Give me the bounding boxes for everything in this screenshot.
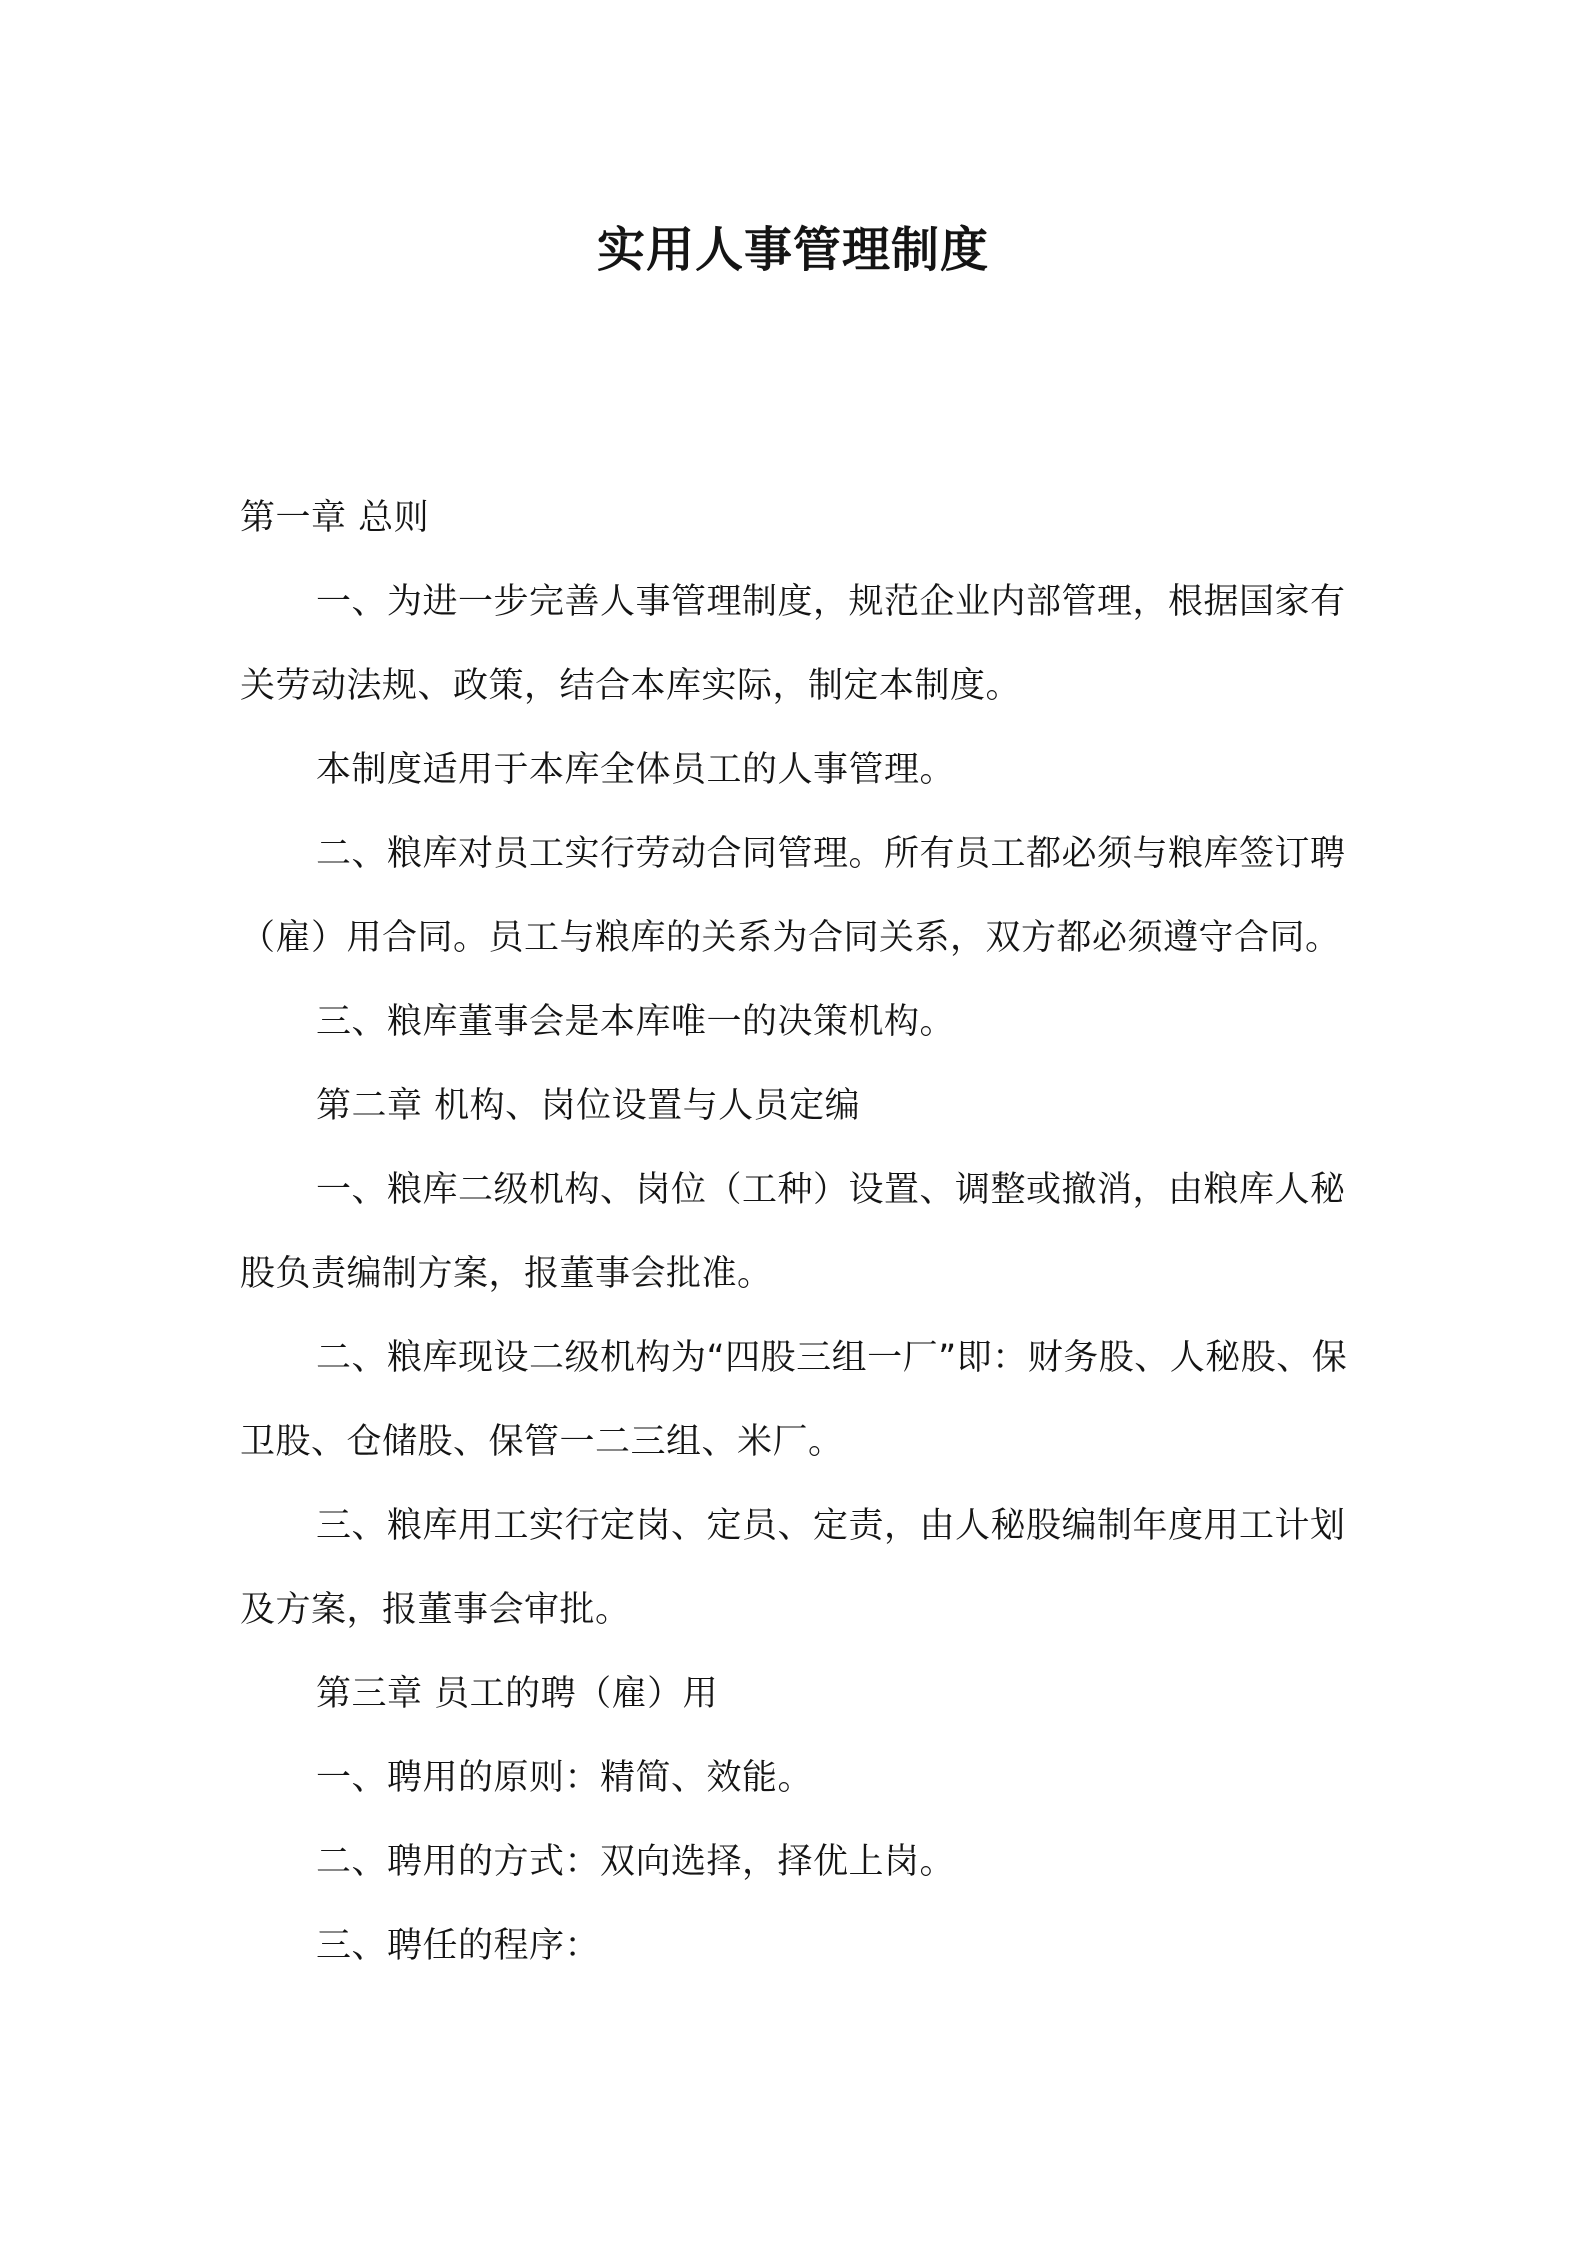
chapter-heading-3: 第三章 员工的聘（雇）用 xyxy=(316,1674,719,1714)
paragraph: 三、粮库用工实行定岗、定员、定责，由人秘股编制年度用工计划及方案，报董事会审批。 xyxy=(240,1506,1346,1630)
paragraph: 二、粮库对员工实行劳动合同管理。所有员工都必须与粮库签订聘（雇）用合同。员工与粮库的关系为合同关系，双方都必须遵守合同。 xyxy=(240,834,1346,958)
paragraph: 三、粮库董事会是本库唯一的决策机构。 xyxy=(316,1002,956,1042)
chapter-heading-2: 第二章 机构、岗位设置与人员定编 xyxy=(316,1086,861,1126)
paragraph: 一、为进一步完善人事管理制度，规范企业内部管理，根据国家有关劳动法规、政策，结合本库实际，制定本制度。 xyxy=(240,582,1346,706)
paragraph: 三、聘任的程序： xyxy=(316,1926,601,1966)
paragraph: 一、粮库二级机构、岗位（工种）设置、调整或撤消，由粮库人秘股负责编制方案，报董事会批准。 xyxy=(240,1170,1346,1294)
document-title: 实用人事管理制度 xyxy=(596,222,989,278)
document-body xyxy=(240,476,1360,1988)
paragraph: 二、聘用的方式：双向选择，择优上岗。 xyxy=(316,1842,956,1882)
paragraph: 一、聘用的原则：精简、效能。 xyxy=(316,1758,814,1798)
chapter-heading-1: 第一章 总则 xyxy=(240,498,430,538)
paragraph: 本制度适用于本库全体员工的人事管理。 xyxy=(316,750,956,790)
paragraph: 二、粮库现设二级机构为“四股三组一厂”即：财务股、人秘股、保卫股、仓储股、保管一二三组、米厂。 xyxy=(240,1338,1348,1462)
